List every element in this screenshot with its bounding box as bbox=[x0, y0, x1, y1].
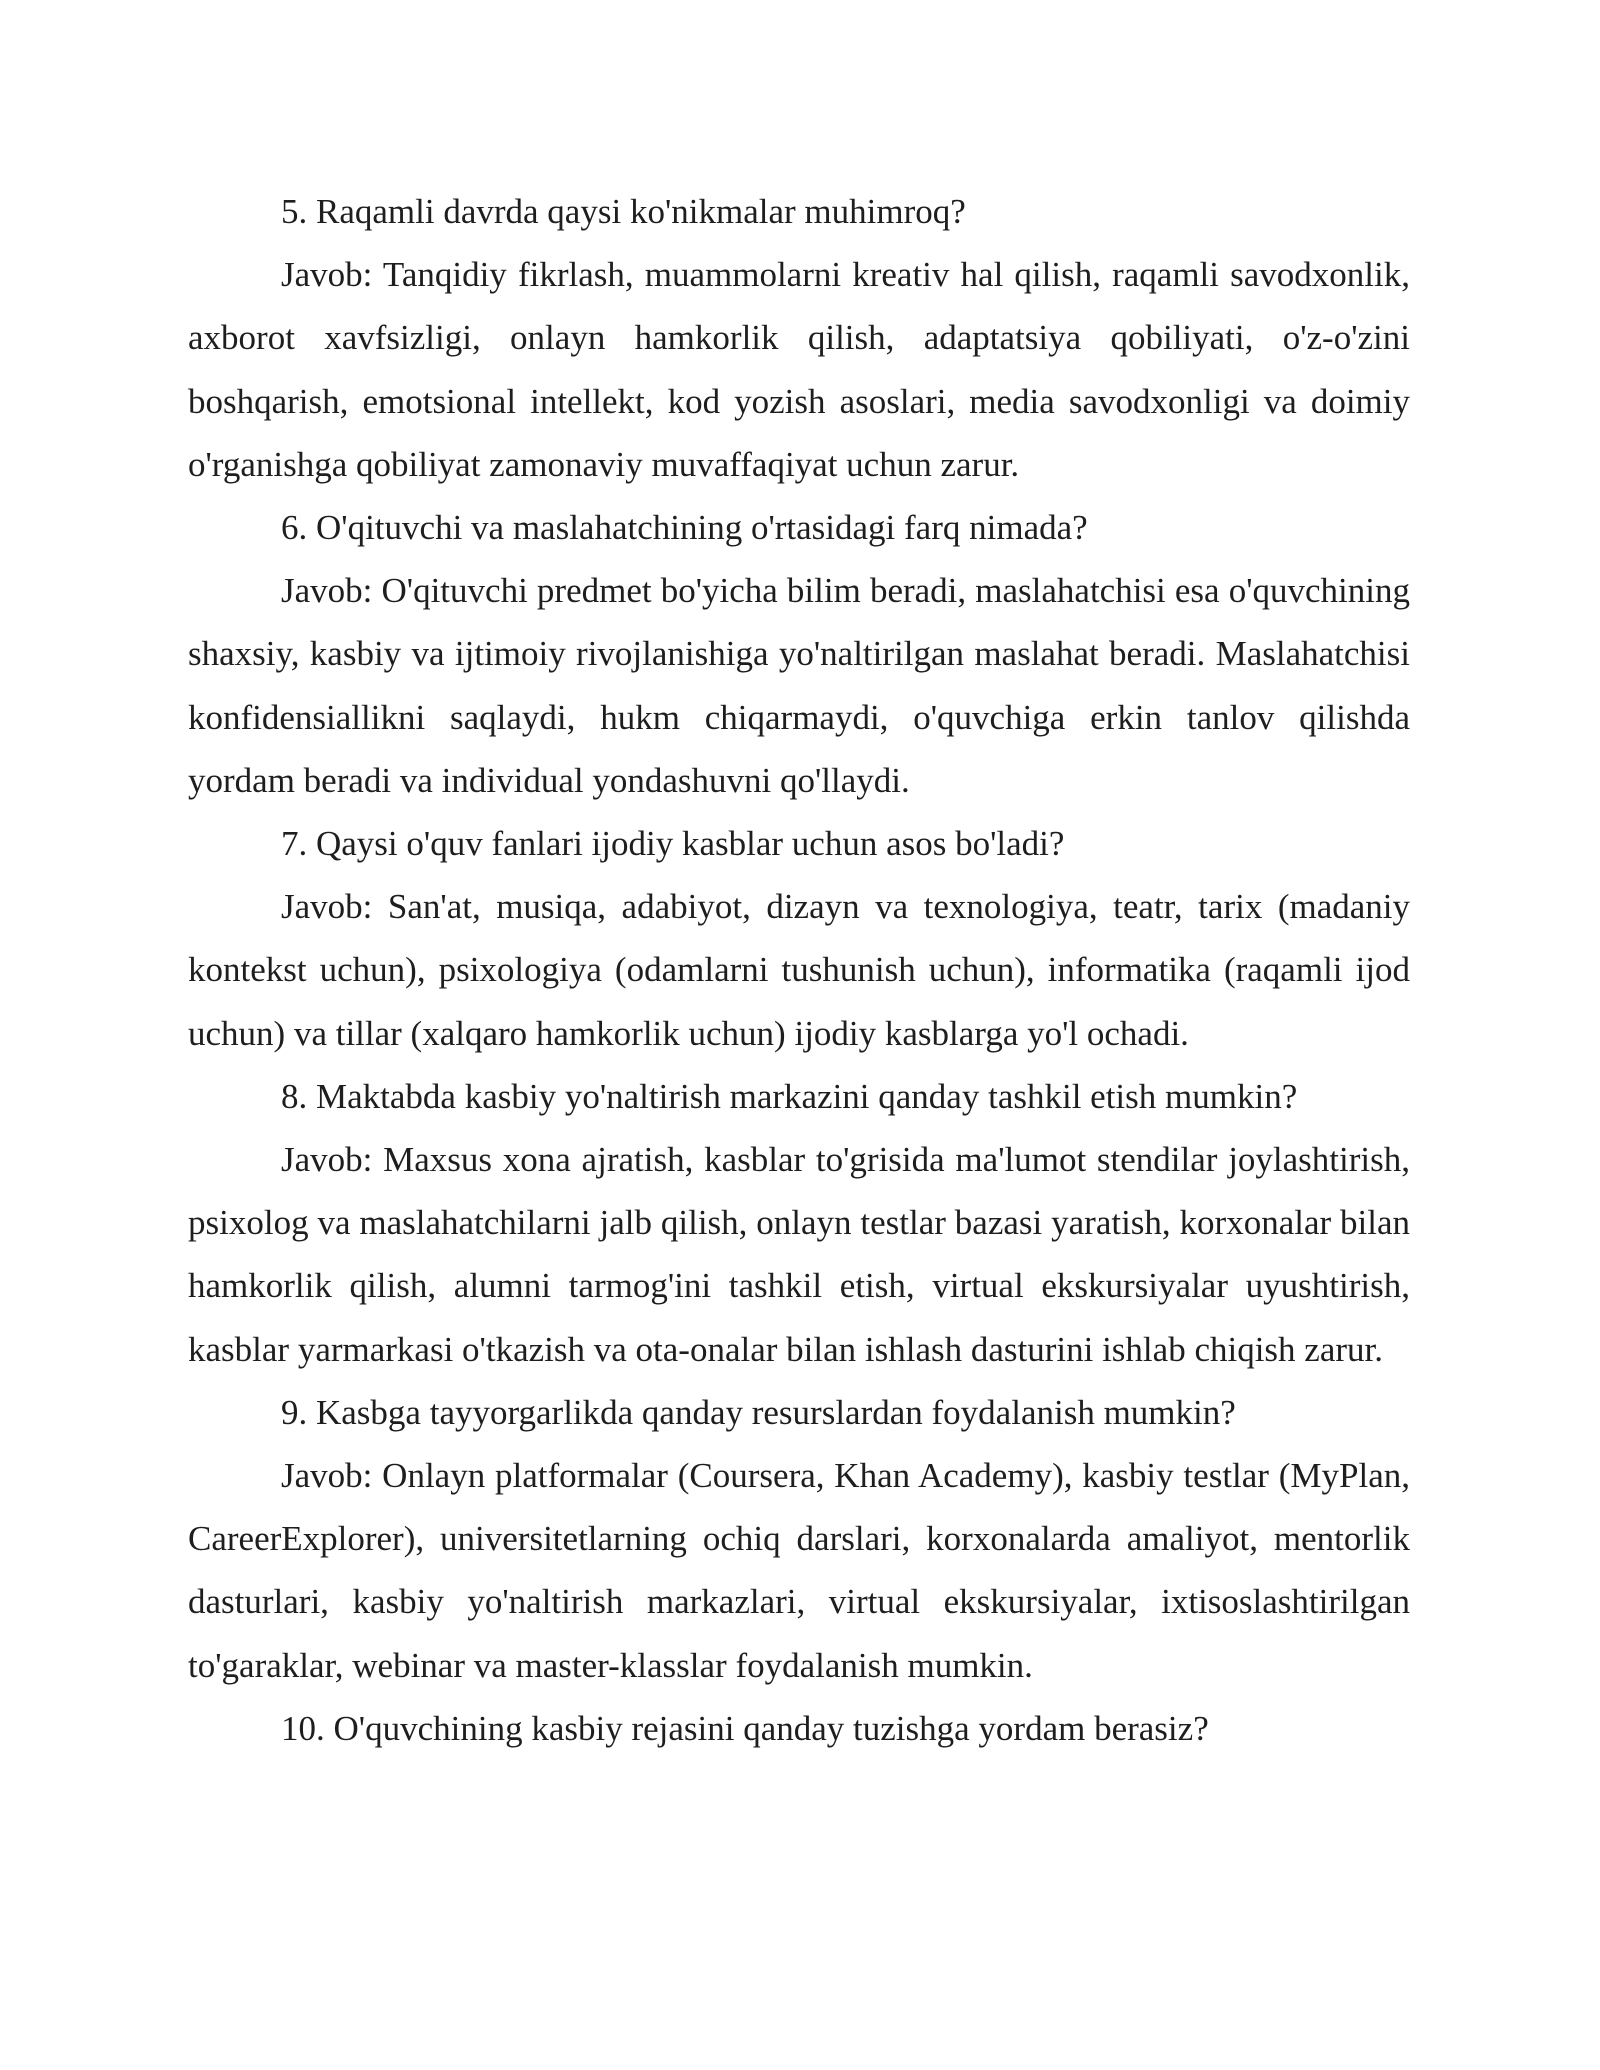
answer-8: Javob: Maxsus xona ajratish, kasblar to'grisida ma'lumot stendilar joylashtirish, psixolog va maslahatchilarni jalb qilish, onlayn testlar bazasi yaratish, korxonalar bilan hamkorlik qilish, alumni tarmog'ini tashkil etish, virtual ekskursiyalar uyushtirish, kasblar yarmarkasi o'tkazish va ota-onalar bilan ishlash dasturini ishlab chiqish zarur. bbox=[188, 1140, 1410, 1369]
question-7: 7. Qaysi o'quv fanlari ijodiy kasblar uchun asos bo'ladi? bbox=[281, 824, 1065, 864]
answer-5: Javob: Tanqidiy fikrlash, muammolarni kreativ hal qilish, raqamli savodxonlik, axborot xavfsizligi, onlayn hamkorlik qilish, adaptatsiya qobiliyati, o'z-o'zini boshqarish, emotsional intellekt, kod yozish asoslari, media savodxonligi va doimiy o'rganishga qobiliyat zamonaviy muvaffaqiyat uchun zarur. bbox=[188, 255, 1410, 484]
question-10: 10. O'quvchining kasbiy rejasini qanday tuzishga yordam berasiz? bbox=[281, 1708, 1209, 1748]
answer-6: Javob: O'qituvchi predmet bo'yicha bilim beradi, maslahatchisi esa o'quvchining shaxsiy, kasbiy va ijtimoiy rivojlanishiga yo'naltirilgan maslahat beradi. Maslahatchisi konfidensiallikni saqlaydi, hukm chiqarmaydi, o'quvchiga erkin tanlov qilishda yordam beradi va individual yondashuvni qo'llaydi. bbox=[188, 571, 1410, 800]
question-5: 5. Raqamli davrda qaysi ko'nikmalar muhimroq? bbox=[281, 192, 966, 231]
answer-7: Javob: San'at, musiqa, adabiyot, dizayn va texnologiya, teatr, tarix (madaniy kontekst uchun), psixologiya (odamlarni tushunish uchun), informatika (raqamli ijod uchun) va tillar (xalqaro hamkorlik uchun) ijodiy kasblarga yo'l ochadi. bbox=[188, 887, 1410, 1053]
question-9: 9. Kasbga tayyorgarlikda qanday resurslardan foydalanish mumkin? bbox=[281, 1392, 1236, 1432]
question-8: 8. Maktabda kasbiy yo'naltirish markazini qanday tashkil etish mumkin? bbox=[281, 1076, 1298, 1116]
answer-9: Javob: Onlayn platformalar (Coursera, Khan Academy), kasbiy testlar (MyPlan, CareerExplorer), universitetlarning ochiq darslari, korxonalarda amaliyot, mentorlik dasturlari, kasbiy yo'naltirish markazlari, virtual ekskursiyalar, ixtisoslashtirilgan to'garaklar, webinar va master-klasslar foydalanish mumkin. bbox=[188, 1456, 1410, 1685]
question-6: 6. O'qituvchi va maslahatchining o'rtasidagi farq nimada? bbox=[281, 508, 1088, 548]
document-page bbox=[188, 180, 1410, 1760]
